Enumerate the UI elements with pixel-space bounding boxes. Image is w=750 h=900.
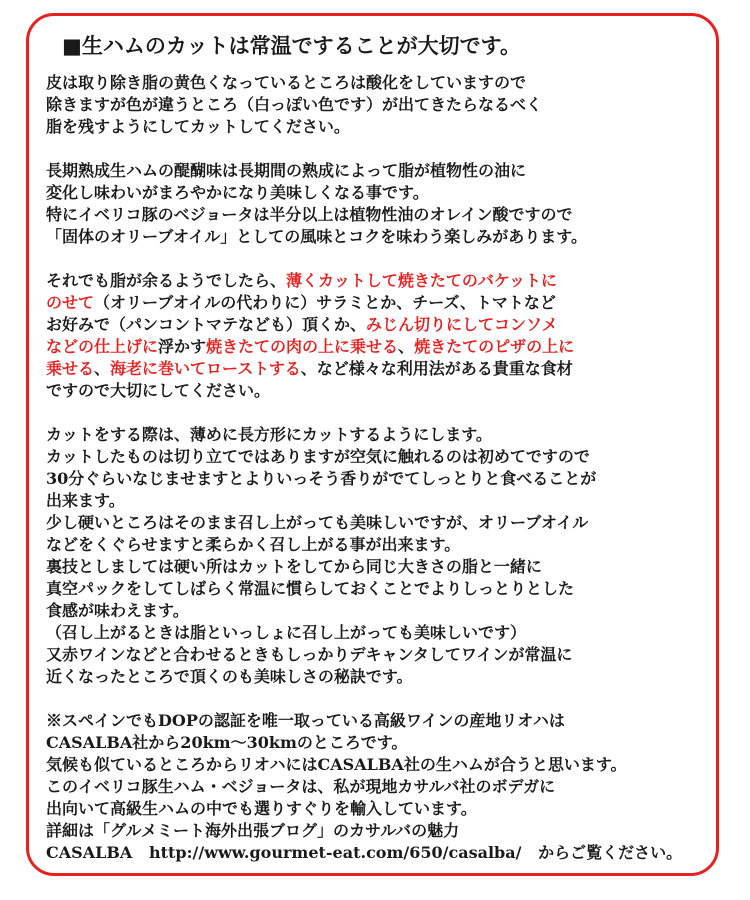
text-segment: それでも脂が余るようでしたら、: [46, 271, 287, 290]
text-line: [46, 292, 716, 314]
text-segment: 特にイベリコ豚のベジョータは半分以上は植物性油のオレイン酸ですので: [46, 205, 573, 224]
highlighted-text: 海老に巻いてローストする: [110, 359, 301, 378]
text-segment: CASALBA社から20km～30kmのところです。: [46, 733, 408, 752]
highlighted-text: 乗せる: [46, 359, 95, 378]
text-line: [46, 226, 716, 248]
text-line: [46, 182, 716, 204]
highlighted-text: みじん切りにしてコンソメ: [366, 315, 558, 334]
text-segment: 30分ぐらいなじませますとよりいっそう香りがでてしっとりと食べることが: [46, 469, 597, 488]
highlighted-text: 焼きたての肉の上に乗せる: [206, 337, 399, 356]
paragraph-3: [46, 270, 716, 402]
paragraph-4: [46, 424, 716, 688]
text-line: [46, 94, 716, 116]
text-segment: 気候も似ているところからリオハにはCASALBA社の生ハムが合うと思います。: [46, 755, 627, 774]
text-line: [46, 468, 716, 490]
text-line: [46, 798, 716, 820]
text-line: [46, 556, 716, 578]
article-body: [46, 72, 716, 886]
text-segment: 詳細は「グルメミート海外出張ブログ」のカサルバの魅力: [46, 821, 460, 840]
text-segment: 脂を残すようにしてカットしてください。: [46, 117, 350, 136]
text-line: [46, 314, 716, 336]
text-line: [46, 358, 716, 380]
text-line: [46, 644, 716, 666]
text-segment: CASALBA http://www.gourmet-eat.com/650/casalba/ からご覧ください。: [46, 843, 683, 862]
text-line: [46, 490, 716, 512]
text-segment: 除きますが色が違うところ（白っぽい色です）が出てきたらなるべく: [46, 95, 543, 114]
text-line: [46, 336, 716, 358]
text-line: [46, 820, 716, 842]
text-line: [46, 116, 716, 138]
text-segment: （オリーブオイルの代わりに）サラミとか、チーズ、トマトなど: [94, 293, 556, 312]
text-segment: ですので大切にしてください。: [46, 381, 271, 400]
text-segment: カットしたものは切り立てではありますが空気に触れるのは初めてですので: [46, 447, 590, 466]
paragraph-5: [46, 710, 716, 864]
text-line: [46, 600, 716, 622]
text-segment: カットをする際は、薄めに長方形にカットするようにします。: [46, 425, 492, 444]
text-segment: 又赤ワインなどと合わせるときもしっかりデキャンタしてワインが常温に: [46, 645, 573, 664]
text-segment: 「固体のオリーブオイル」としての風味とコクを味わう楽しみがあります。: [46, 227, 587, 246]
text-line: [46, 710, 716, 732]
text-segment: 近くなったところで頂くのも美味しさの秘訣です。: [46, 667, 413, 686]
text-line: [46, 534, 716, 556]
paragraph-1: [46, 72, 716, 138]
text-segment: 食感が味わえます。: [46, 601, 189, 620]
text-segment: などをくぐらせますと柔らかく召し上がる事が出来ます。: [46, 535, 461, 554]
text-segment: お好みで（パンコントマテなども）頂くか、: [46, 315, 367, 334]
text-segment: 変化し味わいがまろやかになり美味しくなる事です。: [46, 183, 429, 202]
text-segment: このイベリコ豚生ハム・ベジョータは、私が現地カサルバ社のボデガに: [46, 777, 556, 796]
highlighted-text: のせて: [46, 293, 95, 312]
text-line: [46, 270, 716, 292]
text-line: [46, 446, 716, 468]
highlighted-text: 焼きたてのピザの上に: [414, 337, 575, 356]
text-line: [46, 72, 716, 94]
text-line: [46, 424, 716, 446]
highlighted-text: などの仕上げに: [46, 337, 159, 356]
text-segment: 出来ます。: [46, 491, 125, 510]
page-title: ■生ハムのカットは常温ですることが大切です。: [62, 33, 521, 58]
text-segment: 出向いて高級生ハムの中でも選りすぐりを輸入しています。: [46, 799, 477, 818]
text-segment: （召し上がるときは脂といっしょに召し上がっても美味しいです）: [46, 623, 527, 642]
text-line: [46, 754, 716, 776]
text-line: [46, 512, 716, 534]
text-segment: 裏技としましては硬い所はカットをしてから同じ大きさの脂と一緒に: [46, 557, 542, 576]
text-line: [46, 380, 716, 402]
text-segment: 少し硬いところはそのまま召し上がっても美味しいですが、オリーブオイル: [46, 513, 589, 532]
text-line: [46, 160, 716, 182]
text-segment: 、: [94, 359, 111, 378]
text-line: [46, 842, 716, 864]
text-segment: 皮は取り除き脂の黄色くなっているところは酸化をしていますので: [46, 73, 527, 92]
text-segment: 浮かす: [158, 337, 207, 356]
text-segment: 真空パックをしてしばらく常温に慣らしておくことでよりしっとりとした: [46, 579, 575, 598]
highlighted-text: 薄くカットして焼きたてのバケットに: [286, 271, 558, 290]
text-line: [46, 776, 716, 798]
text-segment: ※スペインでもDOPの認証を唯一取っている高級ワインの産地リオハは: [46, 711, 565, 730]
text-line: [46, 666, 716, 688]
paragraph-2: [46, 160, 716, 248]
text-line: [46, 622, 716, 644]
text-line: [46, 578, 716, 600]
text-segment: 、: [398, 337, 415, 356]
text-segment: 、など様々な利用法がある貴重な食材: [300, 359, 573, 378]
text-line: [46, 204, 716, 226]
text-line: [46, 732, 716, 754]
text-segment: 長期熟成生ハムの醍醐味は長期間の熟成によって脂が植物性の油に: [46, 161, 527, 180]
